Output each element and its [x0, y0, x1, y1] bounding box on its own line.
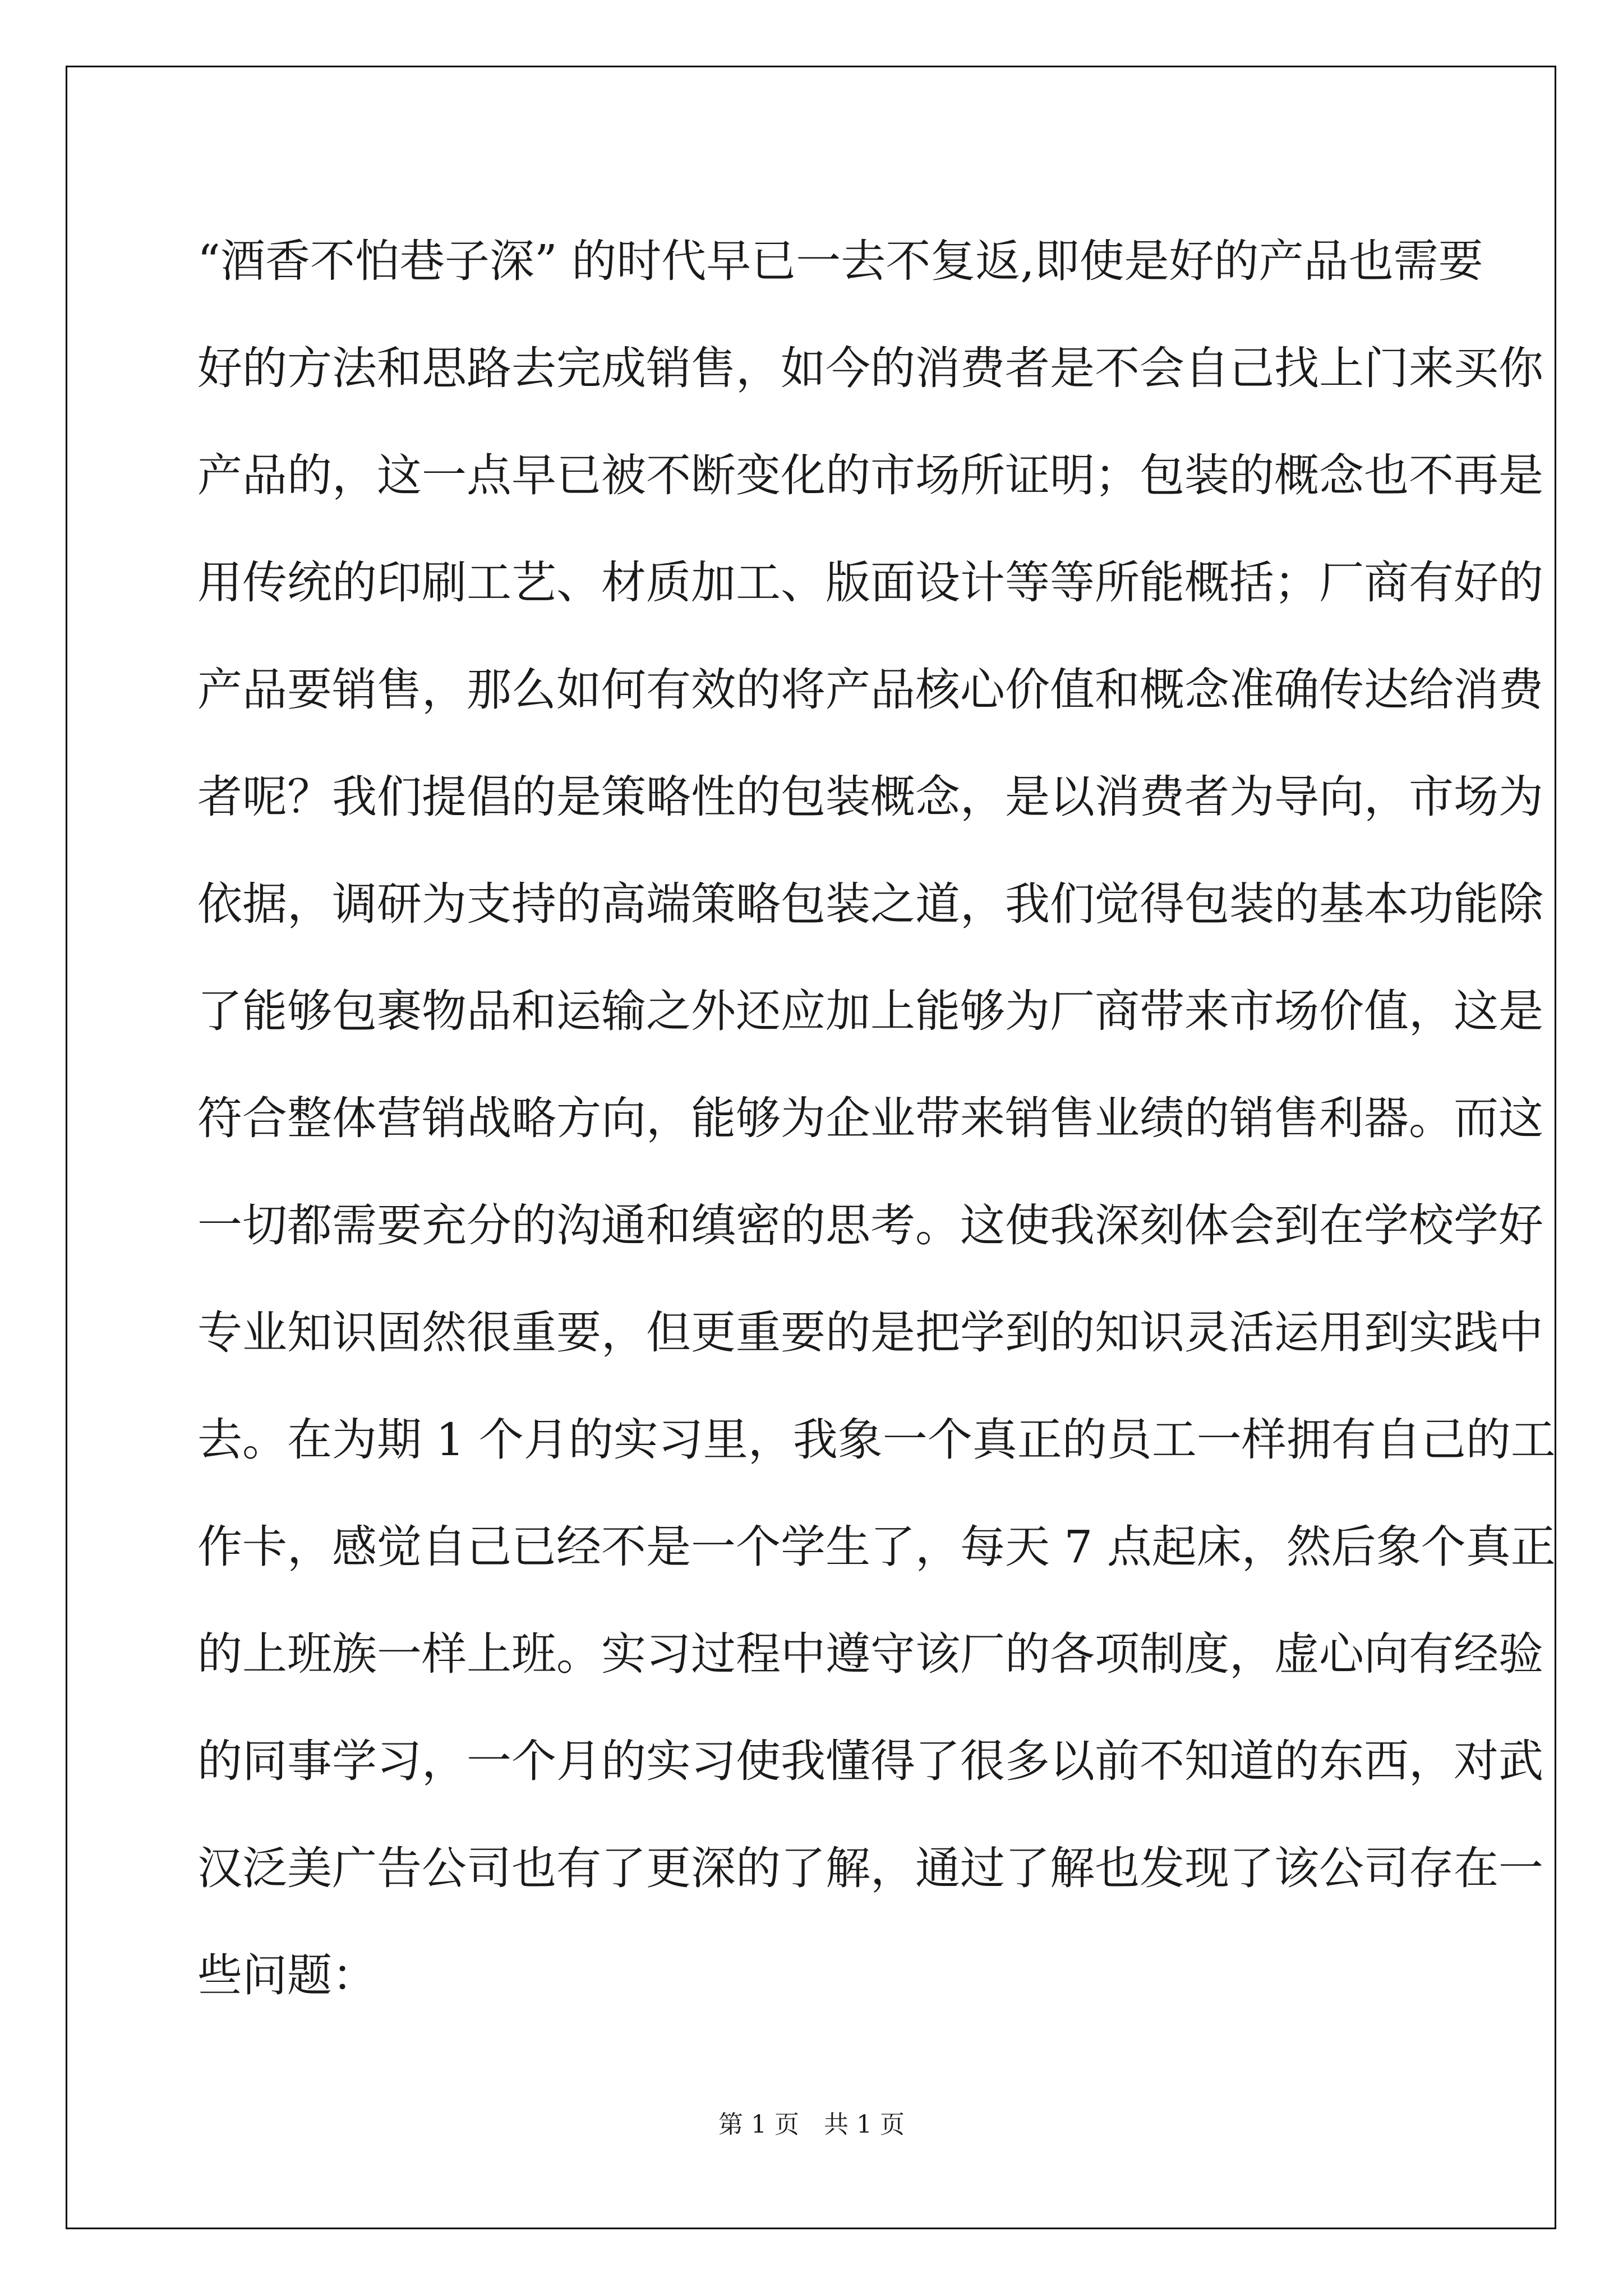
paragraph-line-17: 些问题：	[197, 1949, 377, 2001]
paragraph-line-10: 一切都需要充分的沟通和缜密的思考。这使我深刻体会到在学校学好	[197, 1199, 1543, 1251]
paragraph-line-6: 者呢？我们提倡的是策略性的包装概念，是以消费者为导向，市场为	[197, 771, 1543, 823]
paragraph-line-11: 专业知识固然很重要，但更重要的是把学到的知识灵活运用到实践中	[197, 1306, 1543, 1359]
total-pages: 共 1 页	[824, 2110, 905, 2139]
paragraph-line-12: 去。在为期 1 个月的实习里，我象一个真正的员工一样拥有自己的工	[197, 1414, 1556, 1466]
paragraph-line-5: 产品要销售，那么如何有效的将产品核心价值和概念准确传达给消费	[197, 664, 1543, 716]
paragraph-line-2: 好的方法和思路去完成销售，如今的消费者是不会自己找上门来买你	[197, 342, 1543, 394]
paragraph-line-13: 作卡，感觉自己已经不是一个学生了，每天 7 点起床，然后象个真正	[197, 1521, 1556, 1573]
paragraph-line-16: 汉泛美广告公司也有了更深的了解，通过了解也发现了该公司存在一	[197, 1842, 1543, 1894]
paragraph-line-7: 依据，调研为支持的高端策略包装之道，我们觉得包装的基本功能除	[197, 878, 1543, 930]
page-footer	[0, 2109, 1623, 2141]
paragraph-line-8: 了能够包裹物品和运输之外还应加上能够为厂商带来市场价值，这是	[197, 985, 1543, 1037]
page-number: 第 1 页	[718, 2110, 799, 2139]
paragraph-line-4: 用传统的印刷工艺、材质加工、版面设计等等所能概括；厂商有好的	[197, 556, 1543, 609]
paragraph-line-3: 产品的，这一点早已被不断变化的市场所证明；包装的概念也不再是	[197, 449, 1543, 501]
paragraph-line-1: “酒香不怕巷子深” 的时代早已一去不复返,即使是好的产品也需要	[197, 235, 1483, 287]
paragraph-line-15: 的同事学习，一个月的实习使我懂得了很多以前不知道的东西，对武	[197, 1735, 1543, 1787]
paragraph-line-14: 的上班族一样上班。实习过程中遵守该厂的各项制度，虚心向有经验	[197, 1628, 1543, 1680]
paragraph-line-9: 符合整体营销战略方向，能够为企业带来销售业绩的销售利器。而这	[197, 1092, 1543, 1144]
body-paragraph	[197, 208, 1556, 2029]
